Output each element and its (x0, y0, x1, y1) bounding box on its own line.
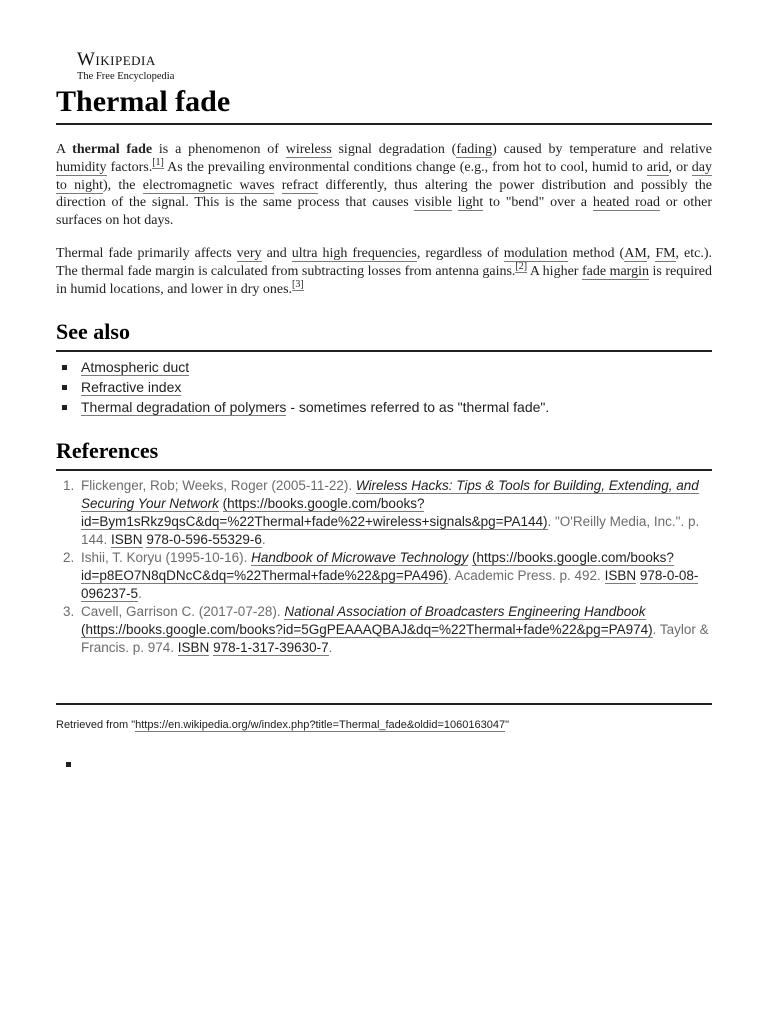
isbn-label-link[interactable]: ISBN (177, 640, 210, 655)
bullet-marker (62, 365, 67, 370)
text: As the prevailing environmental conditions change (e.g., from hot to cool, humid to (163, 159, 647, 175)
text: A higher (527, 263, 582, 279)
footer-divider (56, 703, 712, 705)
reference-title-link[interactable]: Wireless Hacks: Tips & Tools for Building, Extending, and Securing Your Network (81, 478, 699, 511)
link-atmospheric-duct[interactable]: Atmospheric duct (81, 359, 190, 375)
reference-number: 1. (63, 478, 75, 493)
text: differently, thus altering the power distribution and possibly the direction of the signal. This is the same process that causes (56, 177, 713, 211)
text: ), the (102, 177, 143, 193)
reference-end: . (328, 640, 333, 655)
isbn-link[interactable]: 978-0-08-096237-5 (81, 568, 699, 601)
reference-item (56, 549, 712, 603)
citation-3[interactable] (292, 279, 304, 291)
link-heated-road[interactable]: heated road (592, 195, 661, 211)
bullet-marker (62, 385, 67, 390)
reference-end: . (138, 586, 142, 601)
bullet-marker (66, 762, 71, 767)
text: factors. (106, 159, 153, 175)
reference-number: 2. (63, 550, 75, 565)
link-very[interactable]: very (236, 246, 262, 261)
text: is required in humid locations, and lower in dry ones. (56, 263, 712, 297)
link-am[interactable]: AM (624, 246, 647, 261)
isbn-label-link[interactable]: ISBN (111, 532, 143, 547)
link-fm[interactable]: FM (655, 246, 676, 261)
link-ultra-high-frequencies[interactable]: ultra high frequencies (291, 246, 417, 261)
text (452, 195, 458, 210)
citation-3-label: [3] (292, 278, 304, 290)
link-electromagnetic-waves[interactable]: electromagnetic waves (142, 177, 275, 193)
reference-end: . (261, 532, 266, 547)
text: method ( (567, 246, 625, 261)
text: signal degradation ( (331, 142, 457, 157)
list-item-suffix: - sometimes referred to as "thermal fade". (286, 399, 550, 415)
link-arid[interactable]: arid (646, 159, 669, 175)
text: or other surfaces on hot days. (56, 195, 713, 229)
isbn-link[interactable]: 978-0-596-55329-6 (146, 532, 262, 547)
bold-term: thermal fade (72, 142, 153, 157)
retrieved-suffix: " (505, 719, 509, 731)
list-item (56, 377, 712, 397)
text (274, 178, 281, 193)
text: ) caused by temperature and relative (492, 142, 713, 157)
page-title: Thermal fade (56, 83, 712, 125)
references-heading: References (56, 437, 712, 471)
link-modulation[interactable]: modulation (503, 246, 568, 261)
link-day-to-night[interactable]: day to night (56, 159, 713, 193)
link-fade-margin[interactable]: fade margin (581, 263, 649, 279)
citation-1-label: [1] (152, 157, 164, 169)
references-list (56, 477, 712, 657)
reference-authors: Flickenger, Rob; Weeks, Roger (2005-11-22). (81, 478, 356, 493)
link-thermal-degradation-of-polymers[interactable]: Thermal degradation of polymers (81, 399, 287, 415)
citation-1[interactable] (152, 157, 164, 169)
logo-wordmark: Wikipedia (77, 49, 156, 70)
link-refract[interactable]: refract (281, 177, 319, 193)
text: to "bend" over a (483, 195, 593, 211)
text: Thermal fade primarily affects (56, 246, 237, 261)
link-wireless[interactable]: wireless (285, 142, 332, 157)
reference-authors: Ishii, T. Koryu (1995-10-16). (81, 550, 252, 565)
text: A (56, 142, 73, 157)
citation-2-label: [2] (515, 261, 528, 273)
link-humidity[interactable]: humidity (56, 159, 107, 175)
text: is a phenomenon of (152, 142, 286, 157)
see-also-list (56, 357, 712, 417)
reference-title-link[interactable]: Handbook of Microwave Technology (251, 550, 469, 565)
logo-tagline: The Free Encyclopedia (77, 71, 175, 82)
link-refractive-index[interactable]: Refractive index (81, 379, 182, 395)
intro-paragraph (56, 141, 712, 230)
retrieved-prefix: Retrieved from " (56, 719, 136, 731)
isbn-label-link[interactable]: ISBN (604, 568, 637, 583)
list-item (56, 357, 712, 377)
link-fading[interactable]: fading (456, 142, 493, 157)
text: , (646, 246, 656, 261)
reference-item (56, 477, 712, 549)
list-item (56, 397, 712, 417)
second-paragraph (56, 245, 712, 298)
retrieved-from (56, 717, 712, 733)
text: and (261, 246, 292, 261)
link-visible[interactable]: visible (414, 195, 452, 211)
retrieved-link[interactable]: https://en.wikipedia.org/w/index.php?title=Thermal_fade&oldid=1060163047 (135, 719, 506, 731)
reference-authors: Cavell, Garrison C. (2017-07-28). (81, 604, 285, 619)
reference-number: 3. (63, 604, 75, 619)
reference-publisher: . Taylor & Francis. p. 974. (81, 622, 709, 655)
reference-item (56, 603, 712, 657)
reference-title-link[interactable]: National Association of Broadcasters Engineering Handbook (284, 604, 646, 619)
reference-publisher: . "O'Reilly Media, Inc.". p. 144. (81, 514, 700, 547)
reference-publisher: . Academic Press. p. 492. (447, 568, 605, 583)
text: , or (668, 159, 692, 175)
link-light[interactable]: light (457, 195, 484, 211)
reference-url[interactable]: (https://books.google.com/books?id=p8EO7N8qDNcC&dq=%22Thermal+fade%22&pg=PA496) (81, 550, 674, 583)
citation-2[interactable] (515, 261, 527, 273)
reference-url[interactable]: (https://books.google.com/books?id=5GgPEAAAQBAJ&dq=%22Thermal+fade%22&pg=PA974) (81, 622, 653, 637)
wikipedia-logo[interactable] (77, 50, 217, 83)
see-also-heading: See also (56, 318, 712, 352)
bullet-marker (62, 405, 67, 410)
isbn-link[interactable]: 978-1-317-39630-7 (213, 640, 329, 655)
text: , regardless of (416, 246, 504, 261)
text: , etc.). The thermal fade margin is calculated from subtracting losses from antenna gains. (56, 246, 713, 279)
reference-url[interactable]: (https://books.google.com/books?id=Bym1sRkz9qsC&dq=%22Thermal+fade%22+wireless+signals&pg=PA144) (81, 496, 548, 529)
